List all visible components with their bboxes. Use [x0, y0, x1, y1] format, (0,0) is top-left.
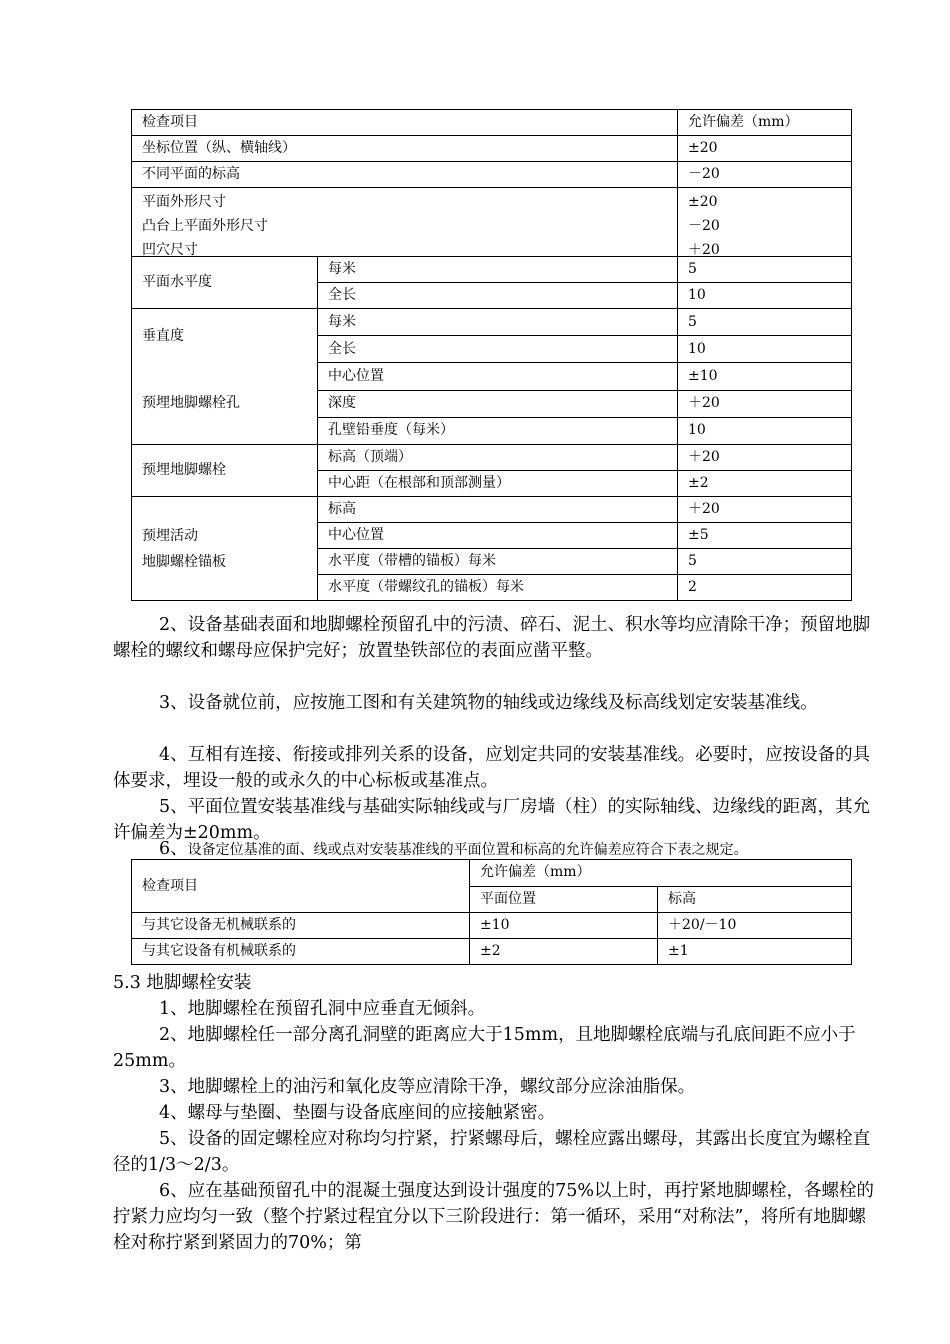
- table-row: [132, 162, 852, 188]
- row-elevation: ±1: [658, 939, 852, 965]
- paragraph: 3、地脚螺栓上的油污和氧化皮等应清除干净，螺纹部分应涂油脂保。: [159, 1077, 696, 1097]
- section-title: 5.3 地脚螺栓安装: [113, 973, 252, 993]
- row-sub: 中心位置: [318, 523, 678, 549]
- table-row: [132, 497, 852, 523]
- row-sub: 全长: [318, 336, 678, 363]
- multi-tols: [678, 188, 852, 257]
- multi-tol: ＋20: [688, 242, 720, 256]
- header-plane: 平面位置: [470, 886, 658, 913]
- row-tolerance: ＋20: [678, 445, 852, 471]
- paragraph: 5、平面位置安装基准线与基础实际轴线或与厂房墙（柱）的实际轴线、边缘线的距离，其允许偏差为±20mm。: [113, 797, 871, 843]
- row-sub: 每米: [318, 309, 678, 336]
- row-tolerance: 5: [678, 257, 852, 283]
- paragraph: 5、设备的固定螺栓应对称均匀拧紧，拧紧螺母后，螺栓应露出螺母，其露出长度宜为螺栓直径的1/3～2/3。: [113, 1129, 871, 1175]
- row-sub: 孔壁铅垂度（每米）: [318, 417, 678, 444]
- group-label: 垂直度: [142, 328, 184, 344]
- row-sub: 深度: [318, 390, 678, 417]
- table-header-row: [132, 860, 852, 887]
- row-item: 与其它设备无机械联系的: [132, 913, 470, 939]
- paragraph: 6、应在基础预留孔中的混凝土强度达到设计强度的75%以上时，再拧紧地脚螺栓，各螺栓的拧紧力应均匀一致（整个拧紧过程宜分以下三阶段进行：第一循环，采用“对称法”，将所有地脚螺栓对称拧紧到紧固力的70%；第: [113, 1181, 875, 1253]
- header-tolerance: 允许偏差（mm）: [678, 110, 852, 136]
- table-row: [132, 913, 852, 939]
- header-tolerance: 允许偏差（mm）: [470, 860, 852, 887]
- row-item: 不同平面的标高: [132, 162, 678, 188]
- multi-item: 凹穴尺寸: [142, 242, 198, 256]
- table-row: [132, 309, 852, 336]
- row-tolerance: ±2: [678, 471, 852, 497]
- row-tolerance: ±5: [678, 523, 852, 549]
- paragraph: 1、地脚螺栓在预留孔洞中应垂直无倾斜。: [159, 999, 486, 1019]
- table-row: [132, 445, 852, 471]
- row-tolerance: 10: [678, 417, 852, 444]
- row-sub: 每米: [318, 257, 678, 283]
- row-tolerance: ±10: [678, 363, 852, 390]
- multi-tol: ±20: [688, 194, 718, 210]
- row-tolerance: －20: [678, 162, 852, 188]
- paragraph-6: 6、设备定位基准的面、线或点对安装基准线的平面位置和标高的允许偏差应符合下表之规定。: [159, 839, 748, 859]
- row-tolerance: 10: [678, 336, 852, 363]
- row-sub: 中心位置: [318, 363, 678, 390]
- row-item: 坐标位置（纵、横轴线）: [132, 136, 678, 162]
- row-tolerance: ＋20: [678, 390, 852, 417]
- header-item: 检查项目: [132, 860, 470, 913]
- group-label-vertical-and-bolt-hole: [132, 309, 318, 445]
- row-elevation: ＋20/－10: [658, 913, 852, 939]
- row-sub: 水平度（带槽的锚板）每米: [318, 549, 678, 575]
- header-item: 检查项目: [132, 110, 678, 136]
- table-header-row: [132, 110, 852, 136]
- group-label-line: 地脚螺栓锚板: [142, 553, 226, 570]
- multi-item: 凸台上平面外形尺寸: [142, 218, 268, 234]
- table1-clip: [0, 0, 950, 612]
- group-label-line: 预埋活动: [142, 527, 198, 544]
- row-sub: 中心距（在根部和顶部测量）: [318, 471, 678, 497]
- row-plane: ±2: [470, 939, 658, 965]
- row-plane: ±10: [470, 913, 658, 939]
- row-tolerance: 10: [678, 283, 852, 309]
- positioning-tolerance-table: [131, 859, 852, 965]
- multi-item: 平面外形尺寸: [142, 194, 226, 210]
- multi-tol: －20: [688, 218, 720, 234]
- group-label: 平面水平度: [132, 257, 318, 309]
- row-tolerance: 5: [678, 309, 852, 336]
- row-tolerance: 2: [678, 575, 852, 601]
- paragraph: 4、螺母与垫圈、垫圈与设备底座间的应接触紧密。: [159, 1103, 556, 1123]
- paragraph: 2、设备基础表面和地脚螺栓预留孔中的污渍、碎石、泥土、积水等均应清除干净；预留地脚螺栓的螺纹和螺母应保护完好；放置垫铁部位的表面应凿平整。: [113, 615, 871, 661]
- paragraph: 2、地脚螺栓任一部分离孔洞壁的距离应大于15mm，且地脚螺栓底端与孔底间距不应小于25mm。: [113, 1025, 856, 1071]
- row-sub: 水平度（带螺纹孔的锚板）每米: [318, 575, 678, 601]
- row-tolerance: ±20: [678, 136, 852, 162]
- foundation-tolerance-table: [131, 109, 852, 601]
- row-tolerance: ＋20: [678, 497, 852, 523]
- table-row: [132, 136, 852, 162]
- group-label: [132, 497, 318, 601]
- paragraph: 4、互相有连接、衔接或排列关系的设备，应划定共同的安装基准线。必要时，应按设备的具体要求，埋设一般的或永久的中心标板或基准点。: [113, 745, 871, 791]
- table-row: [132, 939, 852, 965]
- group-label: 预埋地脚螺栓: [132, 445, 318, 497]
- paragraph: 3、设备就位前，应按施工图和有关建筑物的轴线或边缘线及标高线划定安装基准线。: [159, 693, 818, 713]
- table-row: [132, 257, 852, 283]
- row-sub: 标高（顶端）: [318, 445, 678, 471]
- header-elevation: 标高: [658, 886, 852, 913]
- row-sub: 全长: [318, 283, 678, 309]
- table-row-multi: [132, 188, 852, 257]
- group-label: 预埋地脚螺栓孔: [142, 395, 240, 411]
- row-tolerance: 5: [678, 549, 852, 575]
- row-item: 与其它设备有机械联系的: [132, 939, 470, 965]
- row-sub: 标高: [318, 497, 678, 523]
- multi-items: [132, 188, 678, 257]
